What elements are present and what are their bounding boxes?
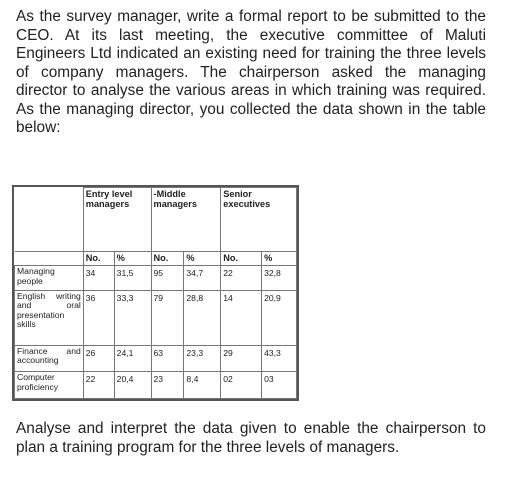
row-label: Computer proficiency — [15, 372, 84, 399]
subheader-percent: % — [114, 251, 151, 266]
table-cell: 95 — [151, 266, 184, 290]
table-cell: 34,7 — [184, 266, 221, 290]
table-cell: 02 — [221, 372, 262, 399]
table-cell: 63 — [151, 345, 184, 372]
instruction-paragraph: As the survey manager, write a formal report to be submitted to the CEO. At its last meeting, the executive committee of Maluti Engineers Ltd indicated an existing need for training the three levels of company managers. The chairperson asked the managing director to analyse the various areas in which training was required. As the managing director, you collected the data shown in the table below: — [16, 8, 486, 136]
row-label: Finance and accounting — [15, 345, 84, 372]
task-paragraph: Analyse and interpret the data given to enable the chairperson to plan a training program for the three levels of managers. — [16, 420, 486, 456]
row-label: Managing people — [15, 266, 84, 290]
table-cell: 79 — [151, 290, 184, 345]
group-header-entry: Entry level managers — [83, 188, 151, 252]
table-row — [15, 290, 297, 345]
training-needs-table — [12, 185, 299, 401]
group-header-senior: Senior executives — [221, 188, 297, 252]
table-corner-cell — [15, 188, 84, 252]
subheader-percent: % — [262, 251, 297, 266]
table-cell: 36 — [83, 290, 114, 345]
table-cell: 22 — [83, 372, 114, 399]
subheader-no: No. — [221, 251, 262, 266]
subheader-percent: % — [184, 251, 221, 266]
table-cell: 20,9 — [262, 290, 297, 345]
table-cell: 03 — [262, 372, 297, 399]
row-label: English writing and oral presentation skills — [15, 290, 84, 345]
table-cell: 23,3 — [184, 345, 221, 372]
table-row — [15, 266, 297, 290]
subheader-no: No. — [83, 251, 114, 266]
table-cell: 22 — [221, 266, 262, 290]
table-cell: 8,4 — [184, 372, 221, 399]
table-cell: 34 — [83, 266, 114, 290]
table-row — [15, 372, 297, 399]
table-row — [15, 345, 297, 372]
table-cell: 28,8 — [184, 290, 221, 345]
table-cell: 23 — [151, 372, 184, 399]
group-header-middle: -Middle managers — [151, 188, 221, 252]
table-cell: 33,3 — [114, 290, 151, 345]
table-cell: 29 — [221, 345, 262, 372]
table-cell: 31,5 — [114, 266, 151, 290]
table-cell: 32,8 — [262, 266, 297, 290]
table-cell: 26 — [83, 345, 114, 372]
table-cell: 20,4 — [114, 372, 151, 399]
subheader-no: No. — [151, 251, 184, 266]
table-cell: 43,3 — [262, 345, 297, 372]
table-cell: 14 — [221, 290, 262, 345]
table-cell: 24,1 — [114, 345, 151, 372]
subheader-spacer — [15, 251, 84, 266]
